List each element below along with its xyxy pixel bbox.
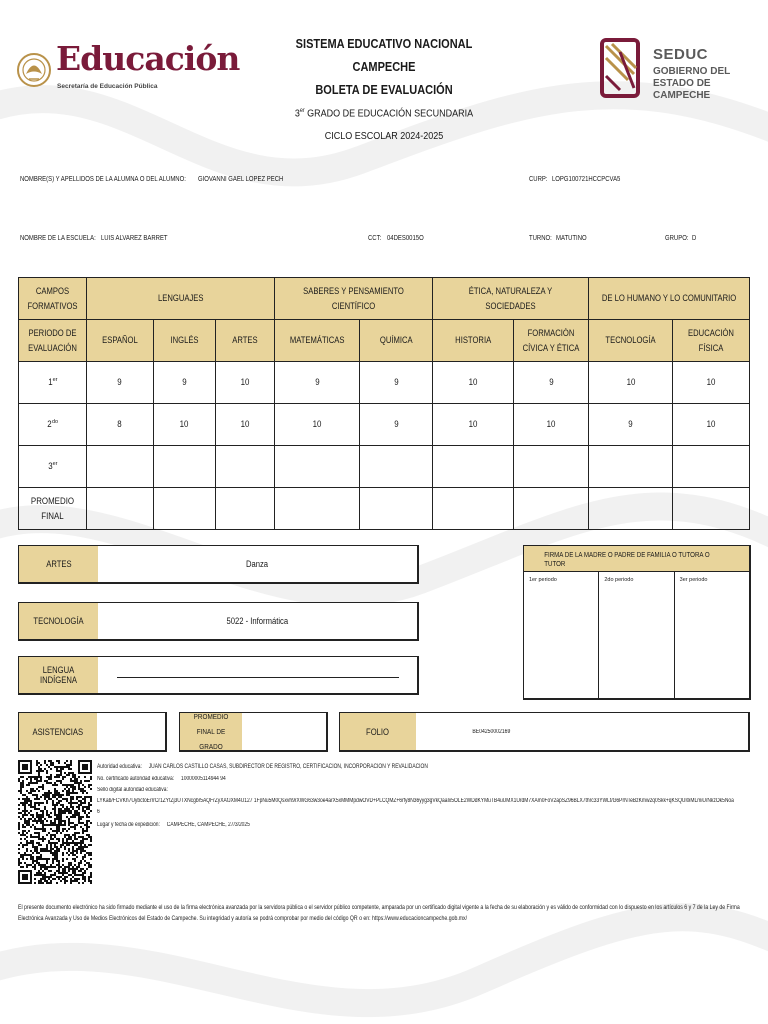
signature-period-1: 1er periodo: [524, 572, 599, 698]
subjects-row: [19, 320, 750, 362]
campo-saberes: SABERES Y PENSAMIENTO CIENTÍFICO: [275, 278, 433, 320]
grade-cell: 9: [589, 404, 673, 446]
logo-subtitle: Secretaría de Educación Pública: [57, 83, 158, 90]
curp-label: CURP:: [529, 176, 548, 183]
grade-cell: [216, 446, 275, 488]
grade-cell: 10: [433, 362, 514, 404]
no-certificado-line: No. certificado autoridad educativa: 10000005114944 94: [97, 776, 226, 782]
period-cell: 1er: [19, 362, 87, 404]
grade-cell: [433, 488, 514, 530]
student-name: GIOVANNI GAEL LOPEZ PECH: [198, 176, 284, 183]
grade-cell: [154, 446, 216, 488]
grade-cell: 10: [216, 404, 275, 446]
grade-cell: [514, 446, 589, 488]
grupo-value: D: [692, 235, 697, 242]
subject-espanol: ESPAÑOL: [87, 320, 154, 362]
grade-cell: 10: [673, 362, 750, 404]
seduc-logo-icon: [598, 32, 642, 104]
seduc-subtitle: GOBIERNO DEL ESTADO DE CAMPECHE: [653, 66, 731, 101]
subject-civica: FORMACIÓN CÍVICA Y ÉTICA: [514, 320, 589, 362]
tecnologia-value: 5022 - Informática: [226, 616, 289, 626]
subject-matematicas: MATEMÁTICAS: [275, 320, 360, 362]
grade-cell: [514, 488, 589, 530]
grade-cell: 8: [87, 404, 154, 446]
table-row: [19, 488, 750, 530]
grade-cell: 9: [360, 362, 433, 404]
qr-code-icon: [18, 760, 92, 884]
subject-historia: HISTORIA: [433, 320, 514, 362]
campo-etica: ÉTICA, NATURALEZA Y SOCIEDADES: [433, 278, 589, 320]
grade-cell: 10: [275, 404, 360, 446]
folio-label: FOLIO: [340, 713, 416, 750]
grade-cell: 10: [216, 362, 275, 404]
sello-line-2: 6: [97, 809, 100, 815]
lugar-line: Lugar y fecha de expedición: CAMPECHE, CAMPECHE, 27/3/2025: [97, 822, 250, 828]
grade-line: 3er GRADO DE EDUCACIÓN SECUNDARIA: [294, 108, 474, 120]
promedio-grado-label: PROMEDIO FINAL DE GRADO: [180, 713, 242, 750]
campo-humano: DE LO HUMANO Y LO COMUNITARIO: [589, 278, 750, 320]
document-title: BOLETA DE EVALUACIÓN: [315, 83, 453, 97]
curp-value: LOPG100721HCCPCVA5: [552, 176, 621, 183]
grade-cell: [87, 488, 154, 530]
grade-cell: [275, 446, 360, 488]
sello-label: Sello digital autoridad educativa:: [97, 787, 168, 793]
sello-line-1: LYKab/FCVKh7UybctoErrrCr1ZYtZj3UTXNcgbr5AQFrZyXAfJXM4U127 1FpNu5M0Qsxvh9rXWG63w3oe4arX5xMMMpdwOVD+PLCQMZ+6rfy8N36yyg3gVkQaaIx5OLE2WDdKYMuTB4uUMX1UrdM7XAm0FoV2apSZ96BLX7thrc33YWLt/G6PrNTeBzKmw2q0Skk+qKSQUl0iMLmiU/NkzOk5Noa: [97, 798, 734, 804]
lengua-indigena-line: [117, 677, 399, 678]
grade-cell: 10: [433, 404, 514, 446]
grupo-label: GRUPO:: [665, 235, 689, 242]
folio-value: BE04250002169: [471, 728, 511, 735]
grade-cell: 9: [360, 404, 433, 446]
artes-box: [18, 545, 419, 584]
artes-label: ARTES: [19, 546, 98, 582]
campos-row: [19, 278, 750, 320]
grade-cell: [275, 488, 360, 530]
subject-artes: ARTES: [216, 320, 275, 362]
grade-cell: [589, 446, 673, 488]
turno-value: MATUTINO: [556, 235, 587, 242]
signature-period-2: 2do periodo: [599, 572, 674, 698]
school-label: NOMBRE DE LA ESCUELA:: [20, 235, 96, 242]
educacion-logo: [16, 38, 240, 102]
student-name-label: NOMBRE(S) Y APELLIDOS DE LA ALUMNA O DEL ALUMNO:: [20, 176, 186, 183]
seduc-logo: [598, 32, 758, 104]
turno-label: TURNO:: [529, 235, 552, 242]
grade-cell: [433, 446, 514, 488]
subject-tecnologia: TECNOLOGÍA: [589, 320, 673, 362]
legal-notice: El presente documento electrónico ha sido firmado mediante el uso de la firma electrónica avanzada por la servidora pública o el servidor público competente, amparada por un certificado digital vigente a la fecha de su elaboración y es válido de conformidad con lo dispuesto en los artículos 6 y 7 de la Ley de Firma Electrónica Avanzada y Uso de Medios Electrónicos del Estado de Campeche. Su integridad y autoría se podrá comprobar por medio del código QR o en: https://www.educacioncampeche.gob.mx/: [18, 904, 740, 922]
seduc-title: SEDUC: [653, 46, 709, 63]
grade-cell: 10: [589, 362, 673, 404]
grades-table: [18, 277, 750, 530]
grade-cell: 10: [514, 404, 589, 446]
grade-cell: [360, 488, 433, 530]
promedio-final-label: PROMEDIO FINAL: [19, 488, 87, 530]
grade-cell: 9: [154, 362, 216, 404]
subject-ingles: INGLÉS: [154, 320, 216, 362]
signature-title: FIRMA DE LA MADRE O PADRE DE FAMILIA O TUTORA O TUTOR: [524, 546, 749, 572]
grade-cell: 9: [87, 362, 154, 404]
table-row: [19, 362, 750, 404]
signature-periods: [524, 572, 749, 698]
system-title: SISTEMA EDUCATIVO NACIONAL: [295, 37, 473, 51]
folio-box: [339, 712, 750, 752]
table-row: [19, 404, 750, 446]
escudo-nacional-icon: [16, 41, 52, 99]
artes-value: Danza: [246, 559, 269, 569]
asistencias-box: [18, 712, 167, 752]
subject-educacion-fisica: EDUCACIÓN FÍSICA: [673, 320, 750, 362]
campos-label: CAMPOS FORMATIVOS: [19, 278, 87, 320]
cct-label: CCT:: [368, 235, 382, 242]
signature-period-3: 3er periodo: [679, 577, 708, 583]
logo-word: Educación: [56, 39, 240, 78]
grade-cell: [589, 488, 673, 530]
tecnologia-label: TECNOLOGÍA: [19, 603, 98, 639]
periodo-label: PERIODO DE EVALUACIÓN: [19, 320, 87, 362]
school-cycle: CICLO ESCOLAR 2024-2025: [324, 131, 444, 142]
campo-lenguajes: LENGUAJES: [87, 278, 275, 320]
table-row: [19, 446, 750, 488]
grade-cell: 9: [514, 362, 589, 404]
state-title: CAMPECHE: [352, 60, 416, 74]
period-cell: $2^{do}$: [19, 404, 87, 446]
autoridad-line: Autoridad educativa: JUAN CARLOS CASTILLO CASAS, SUBDIRECTOR DE REGISTRO, CERTIFICACIÓN, INCORPORACIÓN Y REVALIDACIÓN: [97, 764, 428, 770]
cct-value: 04DES0015O: [387, 235, 424, 242]
promedio-grado-box: [179, 712, 328, 752]
signature-box: [523, 545, 751, 700]
lengua-indigena-label: LENGUA INDÍGENA: [19, 657, 98, 693]
grade-cell: [154, 488, 216, 530]
subject-quimica: QUÍMICA: [360, 320, 433, 362]
grade-cell: [360, 446, 433, 488]
grade-cell: [673, 488, 750, 530]
grade-cell: [673, 446, 750, 488]
school-name: LUIS ALVAREZ BARRET: [101, 235, 168, 242]
period-cell: 3er: [19, 446, 87, 488]
lengua-indigena-box: [18, 656, 419, 695]
grade-cell: 9: [275, 362, 360, 404]
grade-cell: [87, 446, 154, 488]
grade-cell: 10: [154, 404, 216, 446]
tecnologia-box: [18, 602, 419, 641]
grade-cell: 10: [673, 404, 750, 446]
grade-cell: [216, 488, 275, 530]
asistencias-label: ASISTENCIAS: [19, 713, 97, 750]
